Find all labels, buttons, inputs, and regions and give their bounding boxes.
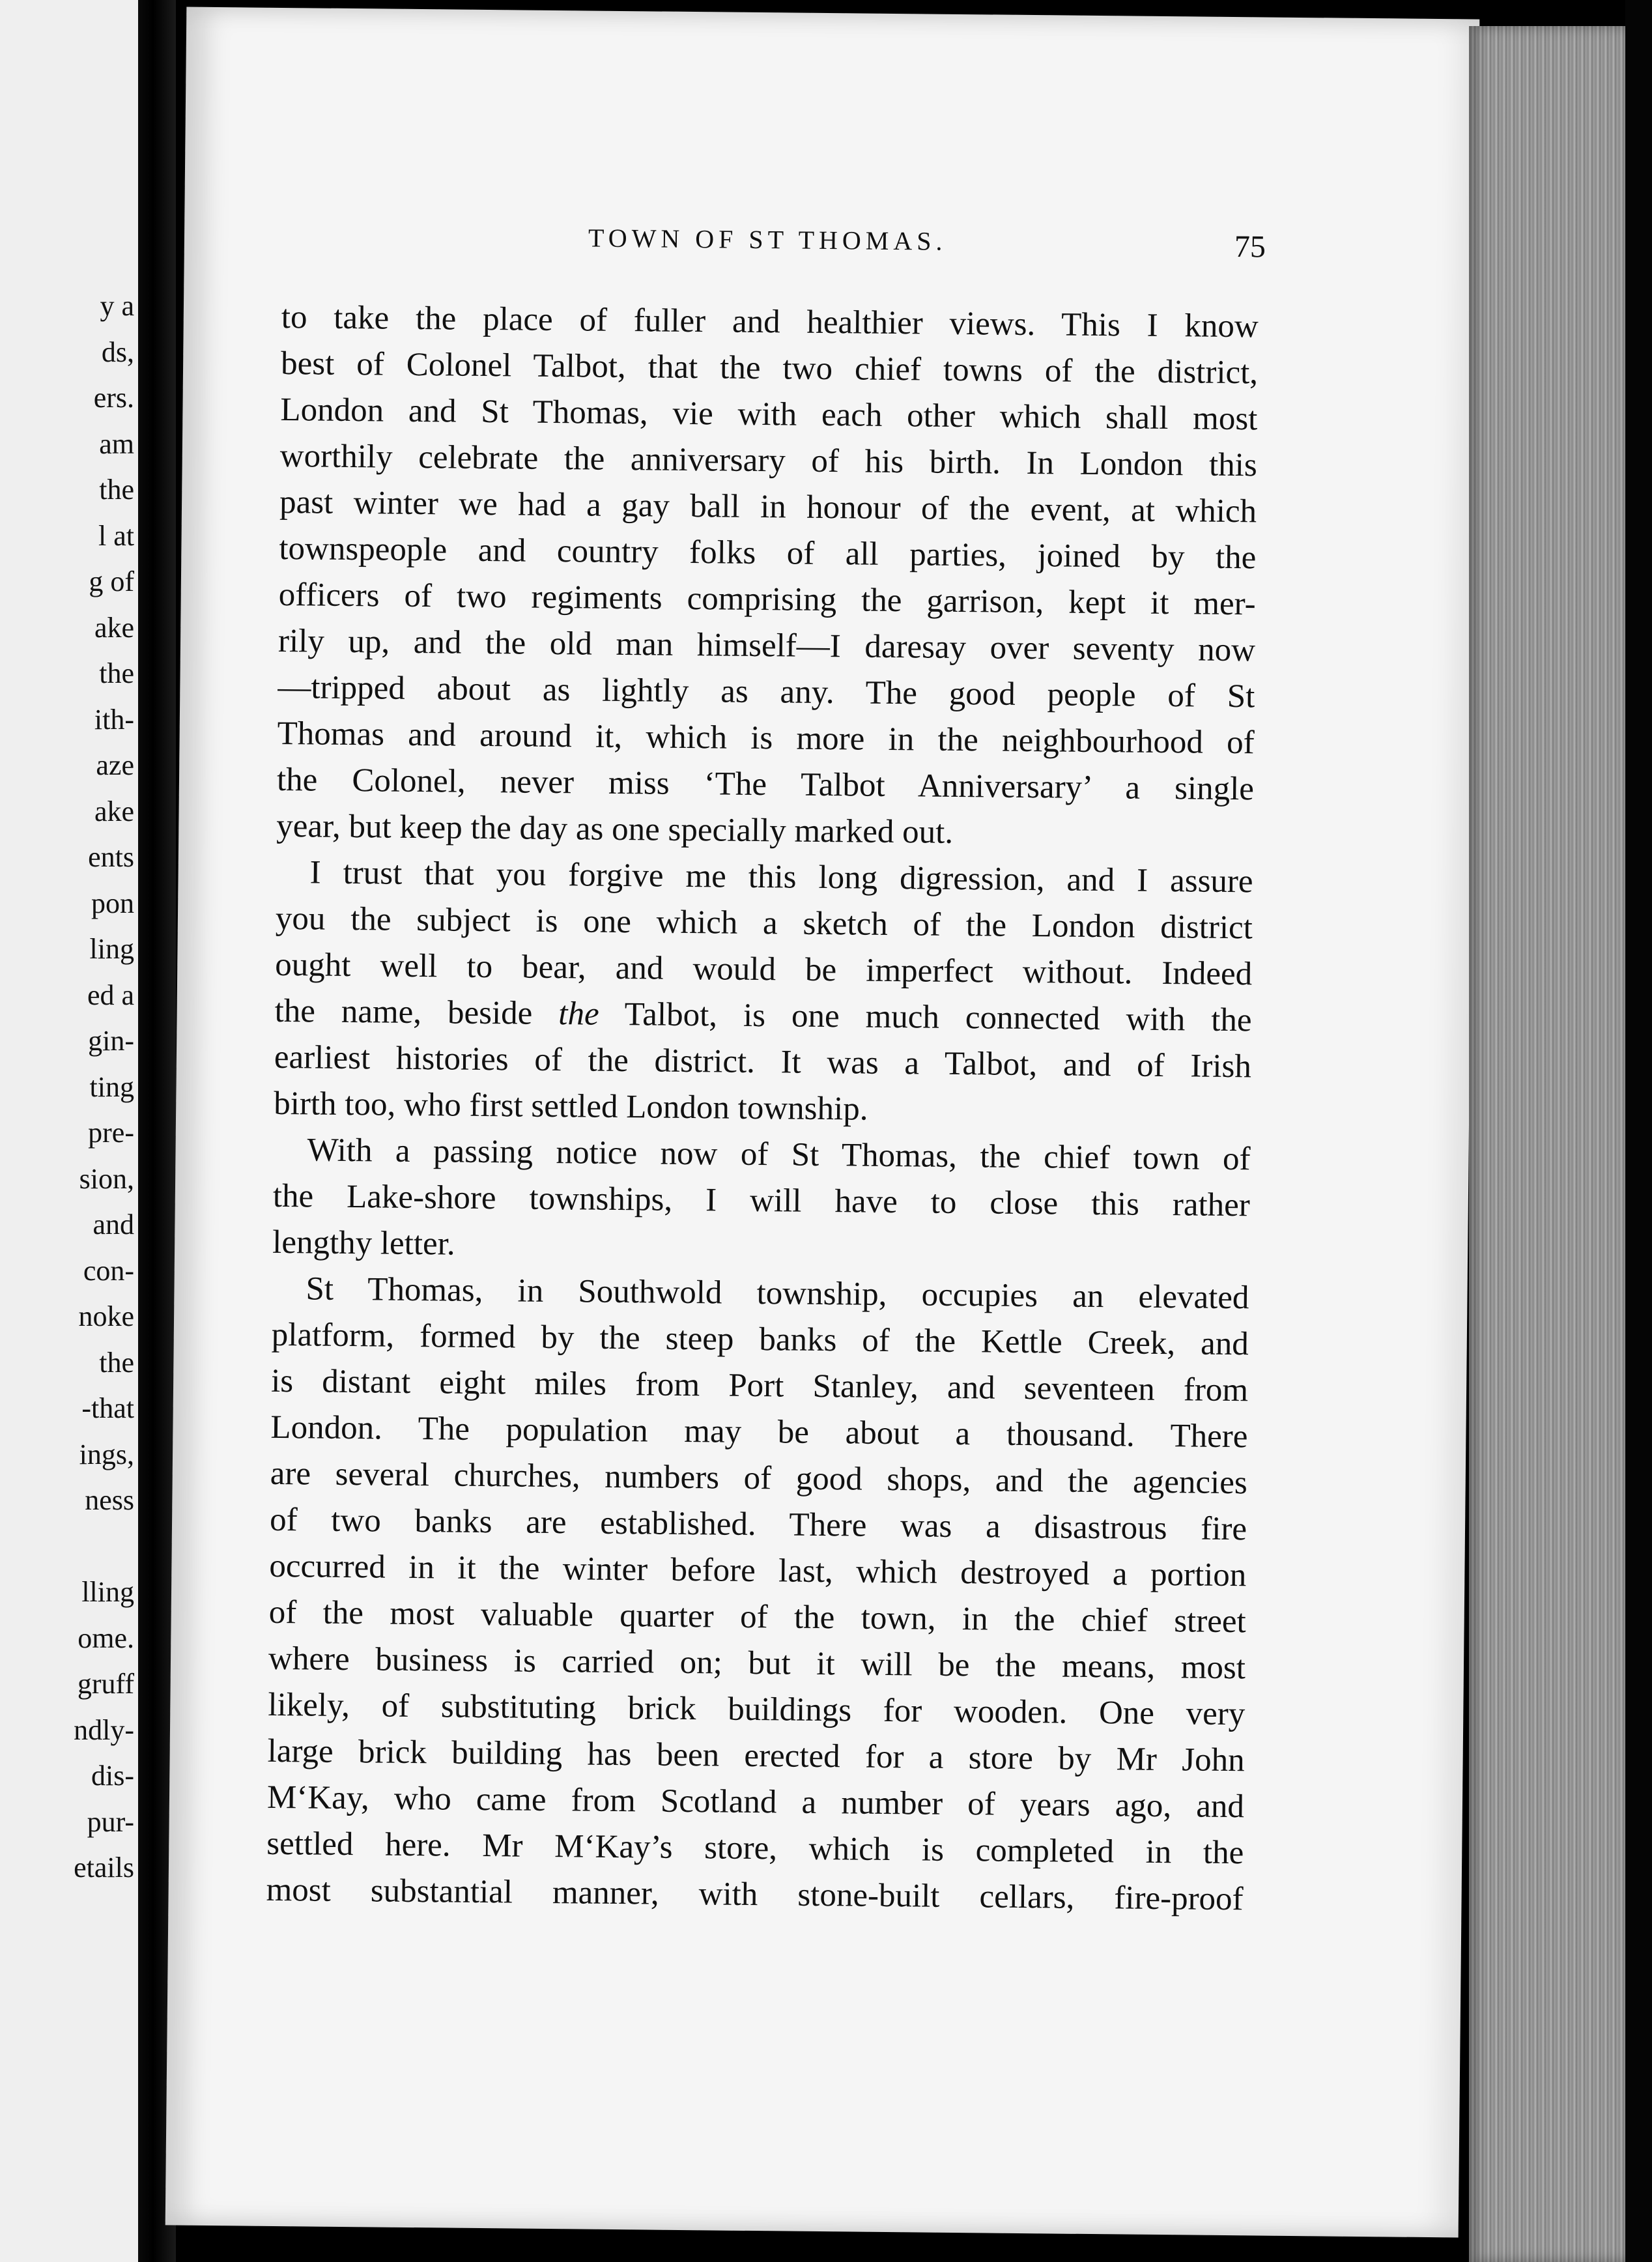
text-line: St Thomas, in Southwold township, occupies an elevated: [306, 1270, 1249, 1317]
text-line: are several churches, numbers of good shops, and the agencies: [270, 1455, 1247, 1502]
text-line: past winter we had a gay ball in honour of the event, at which: [279, 483, 1257, 530]
running-head: TOWN OF ST THOMAS.: [588, 223, 947, 256]
page-number: 75: [1234, 229, 1266, 265]
left-page-fragment: the: [99, 474, 134, 506]
book-page: [165, 7, 1480, 2238]
text-line: the Colonel, never miss ‘The Talbot Anniversary’ a single: [276, 761, 1255, 808]
left-page-fragment: pre-: [88, 1117, 134, 1149]
text-line: I trust that you forgive me this long digression, and I assure: [309, 854, 1253, 900]
left-page-fragment: ings,: [79, 1438, 134, 1470]
text-line: lengthy letter.: [272, 1224, 455, 1263]
text-line: best of Colonel Talbot, that the two chief towns of the district,: [280, 345, 1259, 392]
left-page-fragment: gruff: [77, 1668, 134, 1700]
left-page-fragment: l at: [98, 519, 134, 552]
left-page-fragment: g of: [89, 566, 134, 597]
body-text: [266, 294, 1259, 1923]
text-line: townspeople and country folks of all parties, joined by the: [279, 530, 1257, 577]
left-page-fragment: pur-: [87, 1805, 134, 1838]
left-page-fragment: ents: [88, 841, 134, 873]
text-line: earliest histories of the district. It was a Talbot, and of Irish: [274, 1038, 1252, 1085]
left-page-fragment: aze: [96, 749, 134, 781]
text-line: London and St Thomas, vie with each other which shall most: [280, 391, 1258, 438]
left-page-fragment: dis-: [91, 1760, 134, 1792]
left-page-fragment: gin-: [88, 1025, 134, 1057]
left-page-fragment: ds,: [101, 336, 134, 368]
text-line: you the subject is one which a sketch of the London district: [275, 900, 1253, 947]
left-page-fragment: ndly-: [74, 1713, 134, 1746]
text-line: —tripped about as lightly as any. The good people of St: [278, 668, 1255, 715]
italic-word: the: [558, 995, 599, 1033]
left-page-fragment: ling: [89, 933, 134, 965]
left-page-fragment: ake: [94, 611, 134, 644]
text-line: where business is carried on; but it will be the means, most: [268, 1640, 1246, 1687]
left-page-fragment: ers.: [93, 382, 134, 414]
left-page-fragment: ed a: [87, 979, 134, 1011]
left-page-fragment: etails: [74, 1852, 134, 1883]
page-edges: [1469, 26, 1625, 2262]
text-line: M‘Kay, who came from Scotland a number of years ago, and: [266, 1779, 1245, 1825]
left-page-fragment: ting: [89, 1070, 134, 1103]
left-facing-page: [0, 0, 138, 2262]
text-line: large brick building has been erected for a store by Mr John: [267, 1732, 1245, 1779]
text-line: is distant eight miles from Port Stanley, and seventeen from: [270, 1362, 1249, 1409]
left-page-fragment: am: [99, 427, 134, 460]
left-page-fragment: lling: [81, 1576, 134, 1608]
left-page-fragment: con-: [83, 1254, 134, 1287]
left-page-fragment: the: [99, 1346, 134, 1379]
left-page-fragment: y a: [100, 290, 134, 322]
text-line: occurred in it the winter before last, which destroyed a portion: [269, 1547, 1247, 1594]
left-page-fragment: noke: [78, 1300, 134, 1332]
text-line: London. The population may be about a thousand. There: [270, 1409, 1248, 1455]
text-line: most substantial manner, with stone-built cellars, fire-proof: [266, 1871, 1244, 1918]
text-line: platform, formed by the steep banks of the Kettle Creek, and: [271, 1316, 1249, 1363]
text-line: worthily celebrate the anniversary of his birth. In London this: [279, 437, 1257, 484]
left-page-fragment: ome.: [78, 1622, 134, 1654]
left-page-fragment: the: [99, 657, 134, 689]
text-line: ought well to bear, and would be imperfect without. Indeed: [275, 946, 1253, 993]
text-line: settled here. Mr M‘Kay’s store, which is completed in the: [266, 1825, 1244, 1872]
left-page-fragment: -that: [81, 1392, 134, 1424]
text-line: likely, of substituting brick buildings for wooden. One very: [268, 1686, 1246, 1733]
left-page-fragment: ake: [94, 795, 134, 827]
text-line: With a passing notice now of St Thomas, the chief town of: [307, 1132, 1251, 1178]
text-line: officers of two regiments comprising the garrison, kept it mer-: [278, 576, 1256, 623]
text-line: year, but keep the day as one specially marked out.: [276, 807, 954, 851]
text-line: the name, beside the Talbot, is one much connected with the: [274, 992, 1252, 1039]
left-page-fragment: and: [93, 1209, 134, 1240]
left-page-fragment: ith-: [94, 703, 134, 736]
left-page-fragment: pon: [91, 887, 134, 919]
text-line: birth too, who first settled London township.: [273, 1085, 868, 1128]
text-line: of the most valuable quarter of the town, in the chief street: [268, 1594, 1246, 1640]
text-line: of two banks are established. There was a disastrous fire: [269, 1501, 1247, 1548]
scan-border: [1625, 0, 1652, 2262]
text-line: Thomas and around it, which is more in the neighbourhood of: [277, 715, 1255, 762]
left-page-fragment: sion,: [79, 1162, 134, 1195]
text-line: the Lake-shore townships, I will have to close this rather: [272, 1177, 1251, 1224]
text-line: rily up, and the old man himself—I daresay over seventy now: [278, 622, 1256, 669]
text-line: to take the place of fuller and healthier views. This I know: [281, 298, 1259, 345]
left-page-fragment: ness: [85, 1484, 134, 1516]
